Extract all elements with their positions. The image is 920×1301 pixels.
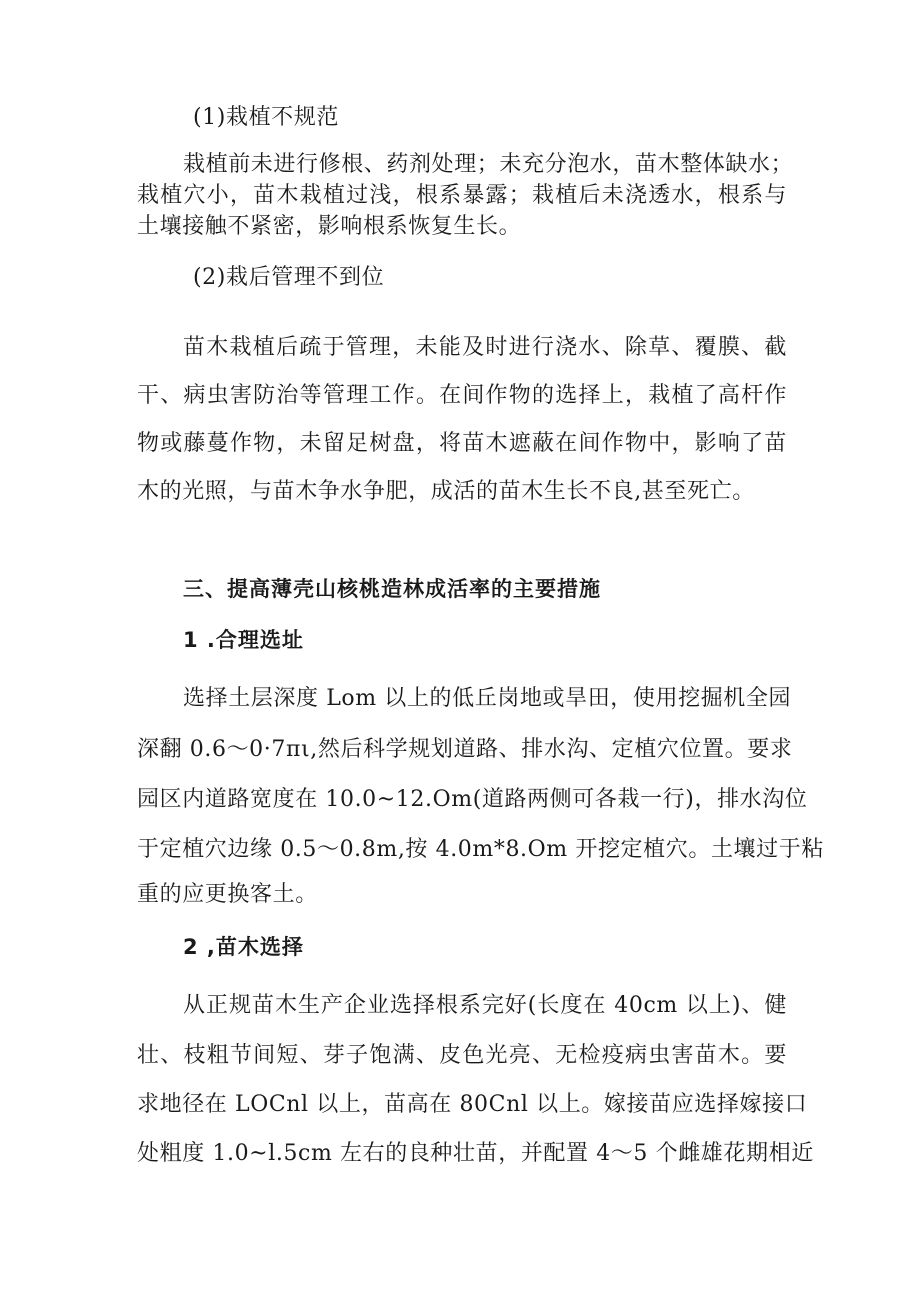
paragraph-line: 求地径在 LOCnl 以上，苗高在 80Cnl 以上。嫁接苗应选择嫁接口: [137, 1092, 808, 1117]
paragraph-line: 壮、枝粗节间短、芽子饱满、皮色光亮、无检疫病虫害苗木。要: [137, 1043, 787, 1068]
paragraph-line: 木的光照，与苗木争水争肥，成活的苗木生长不良,甚至死亡。: [137, 479, 755, 504]
paragraph-line: 园区内道路宽度在 10.0~12.Om(道路两侧可各栽一行)，排水沟位: [137, 787, 808, 812]
paragraph-line: 苗木栽植后疏于管理，未能及时进行浇水、除草、覆膜、截: [183, 335, 787, 360]
paragraph-line: 深翻 0.6～0·7πι,然后科学规划道路、排水沟、定植穴位置。要求: [137, 737, 793, 762]
subheading-planting-irregular: (1)栽植不规范: [193, 105, 339, 130]
paragraph-line: 处粗度 1.0~l.5cm 左右的良种壮苗，并配置 4～5 个雌雄花期相近: [137, 1141, 814, 1166]
paragraph-line: 重的应更换客土。: [137, 882, 318, 907]
subheading-seedling-selection: 2 ,苗木选择: [183, 935, 304, 959]
paragraph-line: 干、病虫害防治等管理工作。在间作物的选择上，栽植了高杆作: [137, 383, 787, 408]
paragraph-line: 土壤接触不紧密，影响根系恢复生长。: [137, 214, 522, 239]
paragraph-line: 物或藤蔓作物，未留足树盘，将苗木遮蔽在间作物中，影响了苗: [137, 431, 787, 456]
paragraph-line: 于定植穴边缘 0.5～0.8m,按 4.0m*8.Om 开挖定植穴。土壤过于粘: [137, 837, 824, 862]
section-heading-main-measures: 三、提高薄壳山核桃造林成活率的主要措施: [183, 577, 601, 601]
paragraph-line: 栽植前未进行修根、药剂处理；未充分泡水，苗木整体缺水；: [183, 152, 794, 177]
paragraph-line: 选择土层深度 Lom 以上的低丘岗地或旱田，使用挖掘机全园: [183, 686, 792, 711]
paragraph-line: 从正规苗木生产企业选择根系完好(长度在 40cm 以上)、健: [183, 993, 787, 1018]
subheading-site-selection: 1 .合理选址: [183, 628, 304, 652]
paragraph-line: 栽植穴小，苗木栽植过浅，根系暴露；栽植后未浇透水，根系与: [137, 183, 787, 208]
subheading-post-planting-management: (2)栽后管理不到位: [193, 265, 385, 290]
